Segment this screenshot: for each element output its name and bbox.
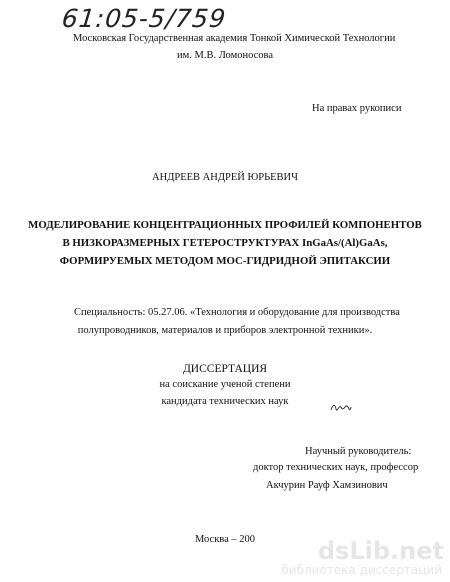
city-year: Москва – 200 — [194, 534, 256, 545]
thesis-title-line-3: ФОРМИРУЕМЫХ МЕТОДОМ МОС-ГИДРИДНОЙ ЭПИТАКСИИ — [59, 255, 391, 267]
handwritten-signature — [330, 401, 352, 415]
degree-line-2: кандидата технических наук — [161, 396, 289, 407]
supervisor-degree: доктор технических наук, профессор — [253, 462, 419, 473]
supervisor-name: Акчурин Рауф Хамзинович — [266, 480, 388, 491]
institution-name-line2: им. М.В. Ломоносова — [176, 50, 274, 61]
archive-number-stamp: 61:05-5/759 — [60, 4, 228, 33]
dissertation-heading: ДИССЕРТАЦИЯ — [182, 363, 268, 375]
watermark-logo: dsLib.net — [317, 537, 444, 565]
manuscript-rights-note: На правах рукописи — [312, 103, 402, 114]
specialty-line-2: полупроводников, материалов и приборов электронной техники». — [77, 325, 373, 336]
institution-name: Московская Государственная академия Тонкой Химической Технологии — [73, 33, 396, 44]
thesis-title-line-1: МОДЕЛИРОВАНИЕ КОНЦЕНТРАЦИОННЫХ ПРОФИЛЕЙ КОМПОНЕНТОВ — [28, 219, 422, 231]
author-name: АНДРЕЕВ АНДРЕЙ ЮРЬЕВИЧ — [152, 172, 298, 183]
specialty-line-1: Специальность: 05.27.06. «Технология и оборудование для производства — [74, 307, 400, 318]
thesis-title-line-2: В НИЗКОРАЗМЕРНЫХ ГЕТЕРОСТРУКТУРАХ InGaAs/(Al)GaAs, — [62, 237, 388, 249]
supervisor-label: Научный руководитель: — [305, 446, 412, 457]
watermark-tagline: библиотека диссертаций — [281, 563, 442, 577]
degree-line-1: на соискание ученой степени — [159, 379, 291, 390]
